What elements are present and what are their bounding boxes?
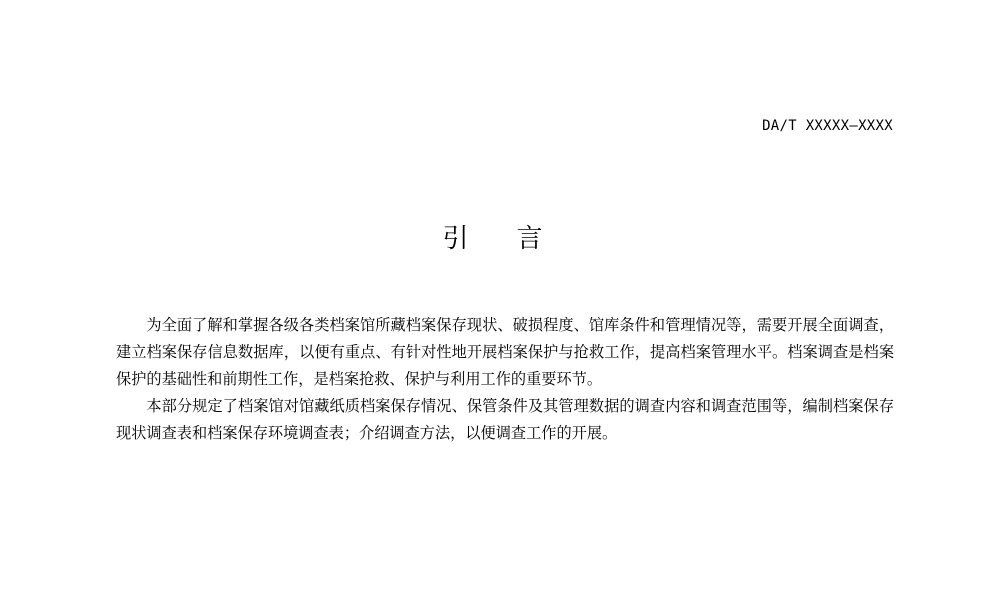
paragraph: 本部分规定了档案馆对馆藏纸质档案保存情况、保管条件及其管理数据的调查内容和调查范围等，编制档案保存现状调查表和档案保存环境调查表；介绍调查方法，以便调查工作的开展。: [116, 397, 894, 442]
paragraph: 为全面了解和掌握各级各类档案馆所藏档案保存现状、破损程度、馆库条件和管理情况等，需要开展全面调查，建立档案保存信息数据库，以便有重点、有针对性地开展档案保护与抢救工作，提高档案管理水平。档案调查是档案保护的基础性和前期性工作，是档案抢救、保护与利用工作的重要环节。: [116, 316, 894, 388]
page-title: 引言: [442, 224, 591, 254]
document-code: DA/T XXXXX—XXXX: [762, 118, 893, 134]
introduction-body: [116, 312, 894, 447]
